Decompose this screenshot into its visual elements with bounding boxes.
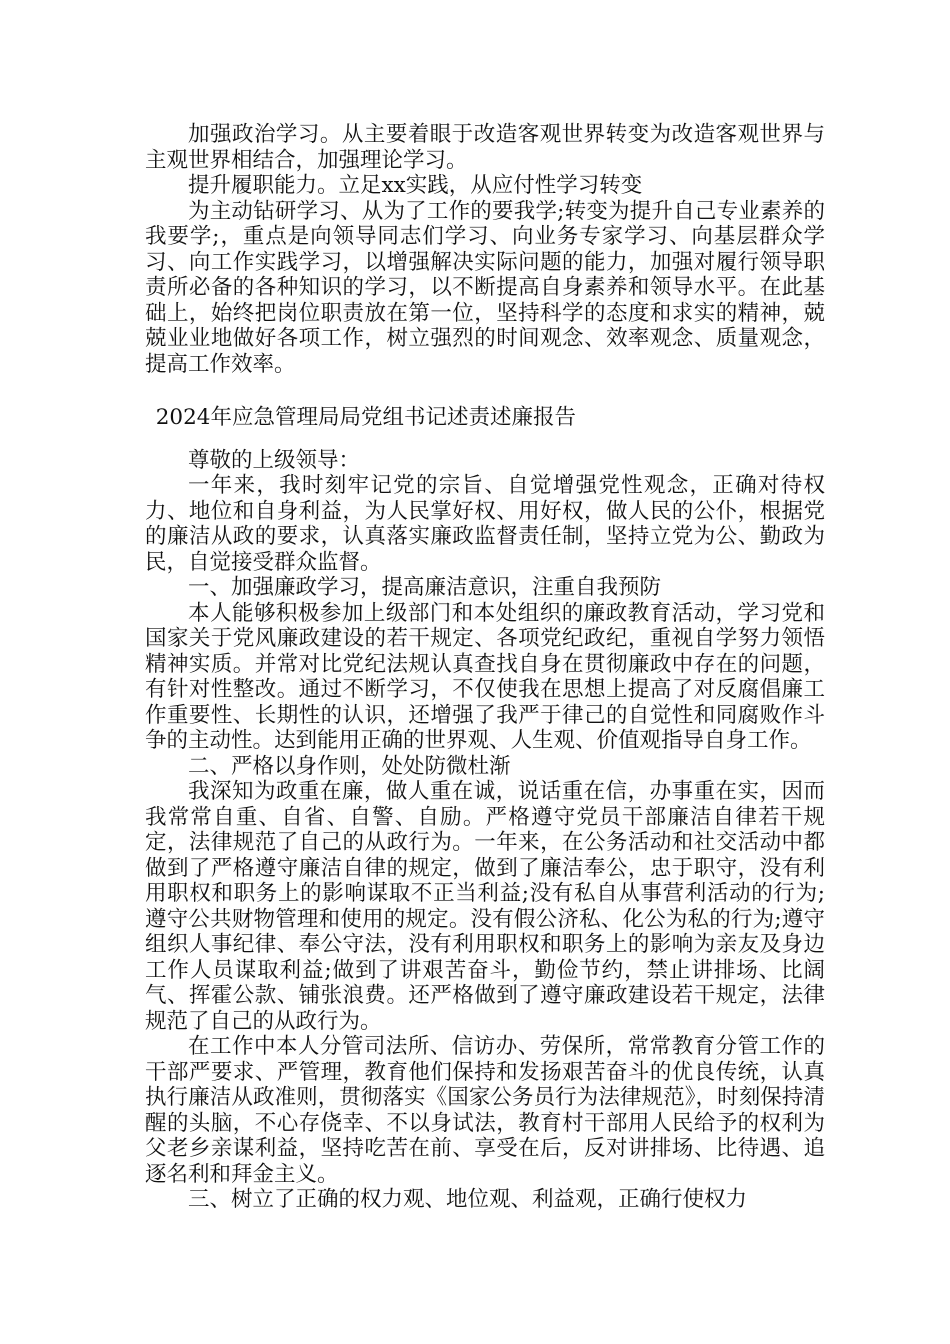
paragraph: 我深知为政重在廉，做人重在诚，说话重在信，办事重在实，因而我常常自重、自省、自警、自励。严格遵守党员干部廉洁自律若干规定，法律规范了自己的从政行为。一年来，在公务活动和社交活动中都做到了严格遵守廉洁自律的规定，做到了廉洁奉公，忠于职守，没有利用职权和职务上的影响谋取不正当利益;没有私自从事营利活动的行为;遵守公共财物管理和使用的规定。没有假公济私、化公为私的行为;遵守组织人事纪律、奉公守法，没有利用职权和职务上的影响为亲友及身边工作人员谋取利益;做到了讲艰苦奋斗，勤俭节约，禁止讲排场、比阔气、挥霍公款、铺张浪费。还严格做到了遵守廉政建设若干规定，法律规范了自己的从政行为。 xyxy=(145,779,825,1034)
paragraph: 为主动钻研学习、从为了工作的要我学;转变为提升自己专业素养的我要学;，重点是向领导同志们学习、向业务专家学习、向基层群众学习、向工作实践学习，以增强解决实际问题的能力，加强对履行领导职责所必备的各种知识的学习，以不断提高自身素养和领导水平。在此基础上，始终把岗位职责放在第一位，坚持科学的态度和求实的精神，兢兢业业地做好各项工作，树立强烈的时间观念、效率观念、质量观念，提高工作效率。 xyxy=(145,198,825,377)
paragraph: 加强政治学习。从主要着眼于改造客观世界转变为改造客观世界与主观世界相结合，加强理论学习。 xyxy=(145,122,825,173)
paragraph: 一年来，我时刻牢记党的宗旨、自觉增强党性观念，正确对待权力、地位和自身利益，为人民掌好权、用好权，做人民的公仆，根据党的廉洁从政的要求，认真落实廉政监督责任制，坚持立党为公、勤政为民，自觉接受群众监督。 xyxy=(145,473,825,575)
paragraph: 提升履职能力。立足xx实践，从应付性学习转变 xyxy=(188,173,643,198)
paragraph: 在工作中本人分管司法所、信访办、劳保所，常常教育分管工作的干部严要求、严管理，教育他们保持和发扬艰苦奋斗的优良传统，认真执行廉洁从政准则，贯彻落实《国家公务员行为法律规范》，时刻保持清醒的头脑，不心存侥幸、不以身试法，教育村干部用人民给予的权利为父老乡亲谋利益，坚持吃苦在前、享受在后，反对讲排场、比待遇、追逐名利和拜金主义。 xyxy=(145,1034,825,1187)
document-page xyxy=(145,122,825,1213)
paragraph: 本人能够积极参加上级部门和本处组织的廉政教育活动，学习党和国家关于党风廉政建设的若干规定、各项党纪政纪，重视自学努力领悟精神实质。并常对比党纪法规认真查找自身在贯彻廉政中存在的问题，有针对性整改。通过不断学习，不仅使我在思想上提高了对反腐倡廉工作重要性、长期性的认识，还增强了我严于律己的自觉性和同腐败作斗争的主动性。达到能用正确的世界观、人生观、价值观指导自身工作。 xyxy=(145,600,825,753)
section-heading: 二、严格以身作则，处处防微杜渐 xyxy=(188,753,511,779)
report-title: 2024年应急管理局局党组书记述责述廉报告 xyxy=(155,405,576,430)
section-heading: 三、树立了正确的权力观、地位观、利益观，正确行使权力 xyxy=(188,1187,748,1212)
salutation: 尊敬的上级领导： xyxy=(188,447,361,473)
section-heading: 一、加强廉政学习，提高廉洁意识，注重自我预防 xyxy=(188,575,662,600)
